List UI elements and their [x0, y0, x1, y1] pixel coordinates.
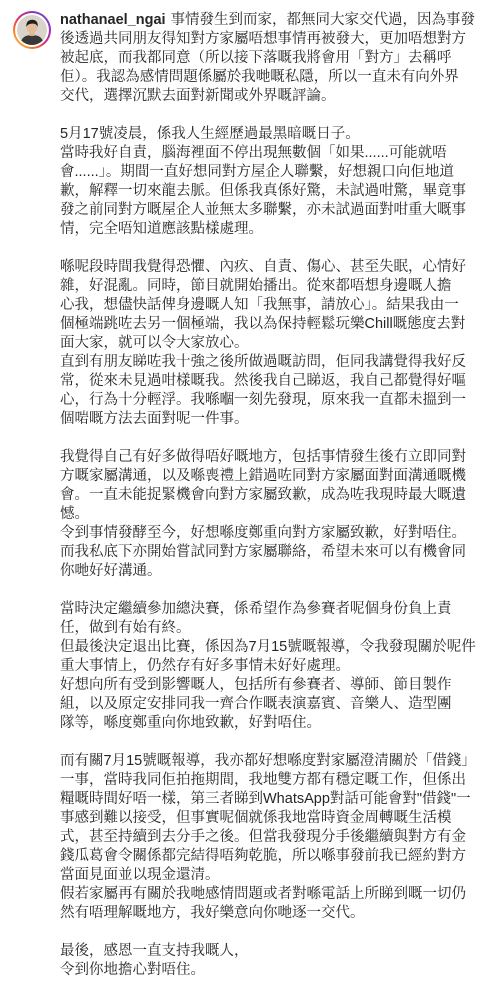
caption-paragraph — [60, 600, 484, 733]
caption-line: 5月17號凌晨，係我人生經歷過最黑暗嘅日子。 — [60, 125, 360, 142]
caption-text: 事情發生到而家，都無同大家交代過，因為事發 — [170, 11, 476, 28]
username-link[interactable]: nathanael_ngai — [60, 11, 166, 28]
caption-line: 喺呢段時間我覺得恐懼、內疚、自責、傷心、甚至失眠，心情好 — [60, 258, 466, 275]
caption-line: 當時決定繼續參加總決賽，係希望作為參賽者呢個身份負上責 — [60, 600, 452, 617]
caption-line: 我覺得自己有好多做得唔好嘅地方，包括事情發生後冇立即同對 — [60, 448, 466, 465]
caption-line — [60, 11, 484, 30]
caption-line: 歉，解釋一切來龍去脈。但係我真係好驚，未試過咁驚，畢竟事 — [60, 182, 466, 199]
caption-paragraph — [60, 752, 484, 923]
caption-line: 式，甚至持續到去分手之後。但當我發現分手後繼續與對方有金 — [60, 828, 466, 845]
caption-line: 令到你地擔心對唔住。 — [60, 961, 205, 978]
caption-line: 錢瓜葛會令關係都完結得唔夠乾脆，所以喺事發前我已經約對方 — [60, 847, 466, 864]
caption-paragraph — [60, 11, 484, 106]
caption-paragraph — [60, 125, 484, 239]
caption-line: 會。一直未能捉緊機會向對方家屬致歉，成為咗我現時最大嘅遺 — [60, 486, 466, 503]
caption-line: 直到有朋友睇咗我十強之後所做過嘅訪問，佢同我講覺得我好反 — [60, 353, 466, 370]
caption-line: 重大事情上，仍然存有好多事情未好好處理。 — [60, 657, 350, 674]
caption-line: 一事，當時我同佢拍拖期間，我地雙方都有穩定嘅工作，但係出 — [60, 771, 466, 788]
caption-line: 交代，選擇沉默去面對新聞或外界嘅評論。 — [60, 87, 336, 104]
caption-line: 糧嘅時間好唔一樣，第三者睇到WhatsApp對話可能會對"借錢"一 — [60, 790, 471, 807]
caption-line: 佢）。我認為感情問題係屬於我哋嘅私隱，所以一直未有向外界 — [60, 68, 459, 85]
post-caption — [60, 11, 484, 980]
caption-line: 雜，好混亂。同時，節目就開始播出。從來都唔想身邊嘅人擔 — [60, 277, 452, 294]
caption-line: 常，從來未見過咁樣嘅我。然後我自己睇返，我自己都覺得好嘔 — [60, 372, 466, 389]
caption-line: 心，行為十分輕浮。我喺嗰一刻先發現，原來我一直都未搵到一 — [60, 391, 466, 408]
caption-line: 方嘅家屬溝通，以及喺喪禮上錯過咗同對方家屬面對面溝通嘅機 — [60, 467, 466, 484]
caption-line: 會......」。期間一直好想同對方屋企人聯繫，好想親口向佢地道 — [60, 163, 454, 180]
caption-line: 當面見面並以現金還清。 — [60, 866, 220, 883]
caption-line: 然有唔理解嘅地方，我好樂意向你哋逐一交代。 — [60, 904, 365, 921]
caption-line: 發之前同對方嘅屋企人並無太多聯繫，亦未試過面對咁重大嘅事 — [60, 201, 466, 218]
avatar[interactable] — [13, 11, 51, 49]
caption-line: 個啱嘅方法去面對呢一件事。 — [60, 410, 249, 427]
caption-line: 面大家，就可以令大家放心。 — [60, 334, 249, 351]
caption-line: 而我私底下亦開始嘗試同對方家屬聯絡，希望未來可以有機會同 — [60, 543, 466, 560]
caption-line: 憾。 — [60, 505, 89, 522]
profile-photo-icon — [17, 15, 47, 45]
caption-line: 最後，感恩一直支持我嘅人， — [60, 942, 249, 959]
caption-paragraph — [60, 942, 484, 980]
caption-line: 被起底，而我都同意（所以接下落嘅我將會用「對方」去稱呼 — [60, 49, 452, 66]
caption-line: 任，做到有始有終。 — [60, 619, 191, 636]
caption-line: 情，完全唔知道應該點樣處理。 — [60, 220, 263, 237]
caption-line: 隊等，喺度鄭重向你地致歉，好對唔住。 — [60, 714, 321, 731]
caption-paragraph — [60, 448, 484, 581]
caption-paragraph — [60, 258, 484, 429]
caption-line: 好想向所有受到影響嘅人，包括所有參賽者、導師、節目製作 — [60, 676, 452, 693]
caption-line: 組，以及原定安排同我一齊合作嘅表演嘉賓、音樂人、造型團 — [60, 695, 452, 712]
caption-line: 但最後決定退出比賽，係因為7月15號嘅報導，令我發現關於呢件 — [60, 638, 476, 655]
caption-line: 心我，想儘快話俾身邊嘅人知「我無事，請放心」。結果我由一 — [60, 296, 459, 313]
caption-line: 當時我好自責，腦海裡面不停出現無數個「如果......可能就唔 — [60, 144, 447, 161]
caption-line: 你哋好好溝通。 — [60, 562, 162, 579]
caption-line: 事感到難以接受，但事實呢個就係我地當時資金周轉嘅生活模 — [60, 809, 452, 826]
caption-line: 後透過共同朋友得知對方家屬唔想事情再被發大，更加唔想對方 — [60, 30, 466, 47]
caption-line: 個極端跳咗去另一個極端，我以為保持輕鬆玩樂Chill嘅態度去對 — [60, 315, 466, 332]
caption-line: 令到事情發酵至今，好想喺度鄭重向對方家屬致歉，好對唔住。 — [60, 524, 466, 541]
caption-line: 假若家屬再有關於我哋感情問題或者對喺電話上所睇到嘅一切仍 — [60, 885, 466, 902]
caption-line: 而有關7月15號嘅報導，我亦都好想喺度對家屬澄清關於「借錢」 — [60, 752, 476, 769]
